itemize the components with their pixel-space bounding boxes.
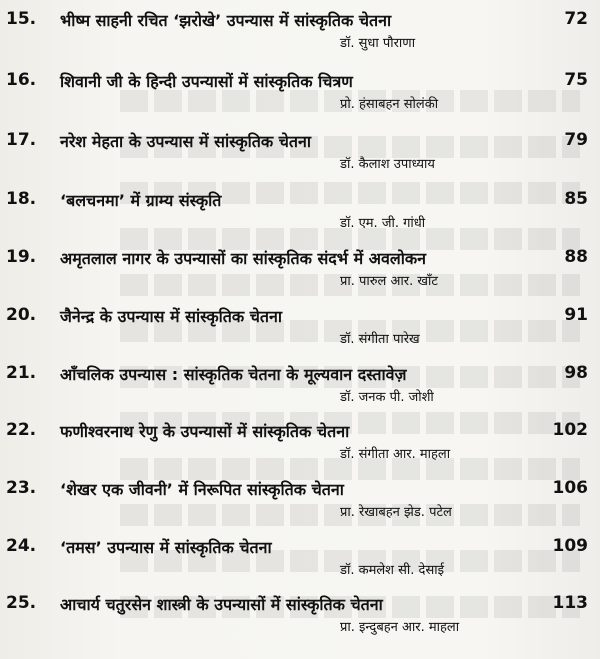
entry-page: 79 — [564, 130, 588, 150]
entry-number: 16. — [6, 70, 37, 90]
entry-author: प्रा. इन्दुबहन आर. माहला — [340, 620, 460, 635]
entry-page: 113 — [552, 593, 588, 613]
entry-title: शिवानी जी के हिन्दी उपन्यासों में सांस्कृतिक चित्रण — [60, 72, 353, 91]
entry-number: 24. — [6, 536, 37, 556]
entry-title: आचार्य चतुरसेन शास्त्री के उपन्यासों में सांस्कृतिक चेतना — [60, 595, 383, 614]
entry-page: 102 — [552, 420, 588, 440]
entry-title: ‘तमस’ उपन्यास में सांस्कृतिक चेतना — [60, 538, 272, 557]
entry-author: डॉ. जनक पी. जोशी — [340, 390, 434, 405]
entry-page: 106 — [552, 478, 588, 498]
entry-title: जैनेन्द्र के उपन्यास में सांस्कृतिक चेतना — [60, 307, 283, 326]
entry-title: नरेश मेहता के उपन्यास में सांस्कृतिक चेतना — [60, 132, 312, 151]
entry-author: डॉ. कैलाश उपाध्याय — [340, 157, 435, 172]
entry-page: 85 — [564, 189, 588, 209]
entry-author: डॉ. कमलेश सी. देसाई — [340, 563, 444, 578]
entry-author: प्रा. पारुल आर. खाँट — [340, 274, 438, 289]
entry-number: 25. — [6, 593, 37, 613]
entry-author: डॉ. सुधा पौराणा — [340, 36, 416, 51]
entry-number: 23. — [6, 478, 37, 498]
entry-title: ‘बलचनमा’ में ग्राम्य संस्कृति — [60, 191, 222, 210]
entry-number: 20. — [6, 305, 37, 325]
entry-page: 98 — [564, 363, 588, 383]
entry-author: प्रो. हंसाबहन सोलंकी — [340, 97, 439, 112]
entry-page: 75 — [564, 70, 588, 90]
entry-author: डॉ. एम. जी. गांधी — [340, 216, 426, 231]
entry-title: ‘शेखर एक जीवनी’ में निरूपित सांस्कृतिक चेतना — [60, 480, 344, 499]
entry-title: फणीश्वरनाथ रेणु के उपन्यासों में सांस्कृतिक चेतना — [60, 422, 350, 441]
entry-number: 21. — [6, 363, 37, 383]
entry-number: 22. — [6, 420, 37, 440]
entry-page: 88 — [564, 247, 588, 267]
entry-number: 18. — [6, 189, 37, 209]
entry-number: 17. — [6, 130, 37, 150]
entry-author: प्रा. रेखाबहन झेड. पटेल — [340, 505, 452, 520]
entry-author: डॉ. संगीता पारेख — [340, 332, 420, 347]
entry-number: 19. — [6, 247, 37, 267]
entry-page: 91 — [564, 305, 588, 325]
entry-author: डॉ. संगीता आर. माहला — [340, 447, 451, 462]
entry-number: 15. — [6, 9, 37, 29]
entry-title: अमृतलाल नागर के उपन्यासों का सांस्कृतिक संदर्भ में अवलोकन — [60, 249, 427, 268]
entry-title: भीष्म साहनी रचित ‘झरोखे’ उपन्यास में सांस्कृतिक चेतना — [60, 11, 392, 30]
entry-title: आँचलिक उपन्यास : सांस्कृतिक चेतना के मूल्यवान दस्तावेज़ — [60, 365, 407, 384]
entry-page: 72 — [564, 9, 588, 29]
entry-page: 109 — [552, 536, 588, 556]
